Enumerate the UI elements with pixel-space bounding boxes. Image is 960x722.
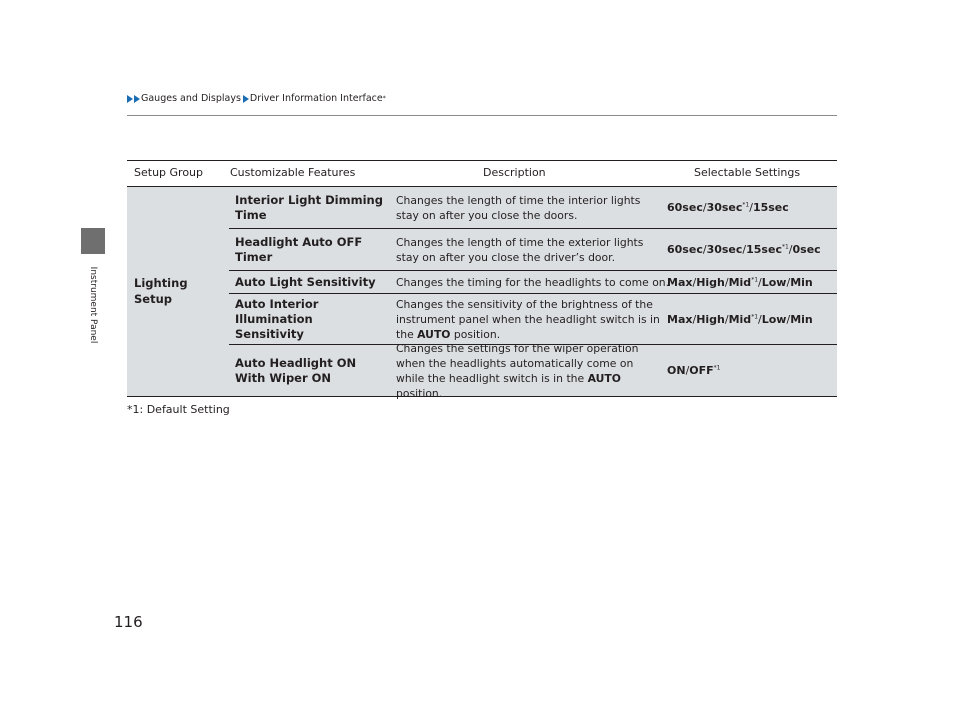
default-marker: *1 [713, 364, 721, 372]
footnote: *1: Default Setting [127, 403, 230, 416]
breadcrumb-arrow-icon [127, 95, 133, 103]
setting-option: 15sec [752, 201, 789, 214]
selectable-settings: $60\sec/30\sec/15\sec^{*1}/0\sec$ [667, 243, 821, 256]
setting-option: Low [761, 312, 787, 326]
table-row [229, 271, 837, 294]
setting-option: 0sec [792, 243, 821, 256]
setting-option: 60sec [667, 201, 703, 214]
table-body [127, 187, 837, 400]
default-marker: *1 [751, 275, 759, 283]
section-label: Instrument Panel [88, 266, 98, 344]
breadcrumb-arrow-icon [134, 95, 140, 103]
table-row [229, 341, 837, 400]
feature-name: Auto Interior Illumination Sensitivity [235, 296, 319, 341]
setting-option: Min [790, 275, 813, 289]
setting-option: 60sec [667, 243, 703, 256]
table-header [127, 160, 837, 187]
feature-name: Auto Headlight ON With Wiper ON [235, 355, 357, 385]
table-row [229, 229, 837, 271]
selectable-settings: Max/High/Mid$^{*1}$/Low/Min [667, 312, 813, 326]
table-row [229, 187, 837, 229]
setup-group-cell: Lighting Setup [134, 276, 188, 306]
setting-option: Mid [728, 312, 752, 326]
feature-description: Changes the timing for the headlights to come on. [396, 275, 670, 289]
section-tab-marker [81, 228, 105, 254]
setting-option: High [696, 312, 725, 326]
feature-description: Changes the settings for the wiper operation when the headlights automatically come on while the headlight switch is in the AUTO position. [396, 341, 639, 400]
breadcrumb: Gauges and Displays Driver Information Interface * [127, 93, 386, 104]
breadcrumb-arrow-icon [243, 95, 249, 103]
default-marker: *1 [742, 201, 750, 209]
setting-option: Max [667, 275, 693, 289]
header-description: Description [483, 166, 546, 179]
setting-option: 15sec [746, 243, 782, 256]
breadcrumb-item-gauges[interactable]: Gauges and Displays [141, 93, 241, 104]
lighting-setup-table [127, 160, 837, 400]
feature-description: Changes the sensitivity of the brightness of the instrument panel when the headlight switch is in the AUTO position. [396, 297, 660, 341]
setting-option: Low [761, 275, 787, 289]
setting-option: Min [790, 312, 813, 326]
feature-description: Changes the length of time the exterior lights stay on after you close the driver’s door. [396, 235, 644, 264]
default-marker: *1 [781, 243, 789, 251]
selectable-settings: $60\sec/30\sec^{*1}/15\sec$ [667, 201, 789, 214]
selectable-settings: Max/High/Mid$^{*1}$/Low/Min [667, 275, 813, 289]
selectable-settings: ON/OFF$^{*1}$ [667, 364, 721, 377]
setting-option: 30sec [706, 201, 743, 214]
setting-option: ON [667, 364, 686, 377]
table-row [229, 294, 837, 345]
setting-option: 30sec [706, 243, 743, 256]
setting-option: OFF [689, 364, 714, 377]
header-customizable-features: Customizable Features [230, 166, 356, 179]
header-rule [127, 115, 837, 116]
breadcrumb-item-driver-info[interactable]: Driver Information Interface [249, 93, 383, 104]
feature-description: Changes the length of time the interior lights stay on after you close the doors. [396, 193, 641, 222]
default-marker: *1 [751, 312, 759, 320]
setting-option: Mid [728, 275, 752, 289]
feature-name: Interior Light Dimming Time [235, 192, 383, 222]
header-setup-group: Setup Group [134, 166, 204, 179]
setting-option: Max [667, 312, 693, 326]
feature-name: Auto Light Sensitivity [235, 274, 376, 289]
header-selectable-settings: Selectable Settings [694, 166, 801, 179]
setting-option: High [696, 275, 725, 289]
feature-name: Headlight Auto OFF Timer [235, 234, 363, 264]
page-number: 116 [114, 613, 143, 631]
